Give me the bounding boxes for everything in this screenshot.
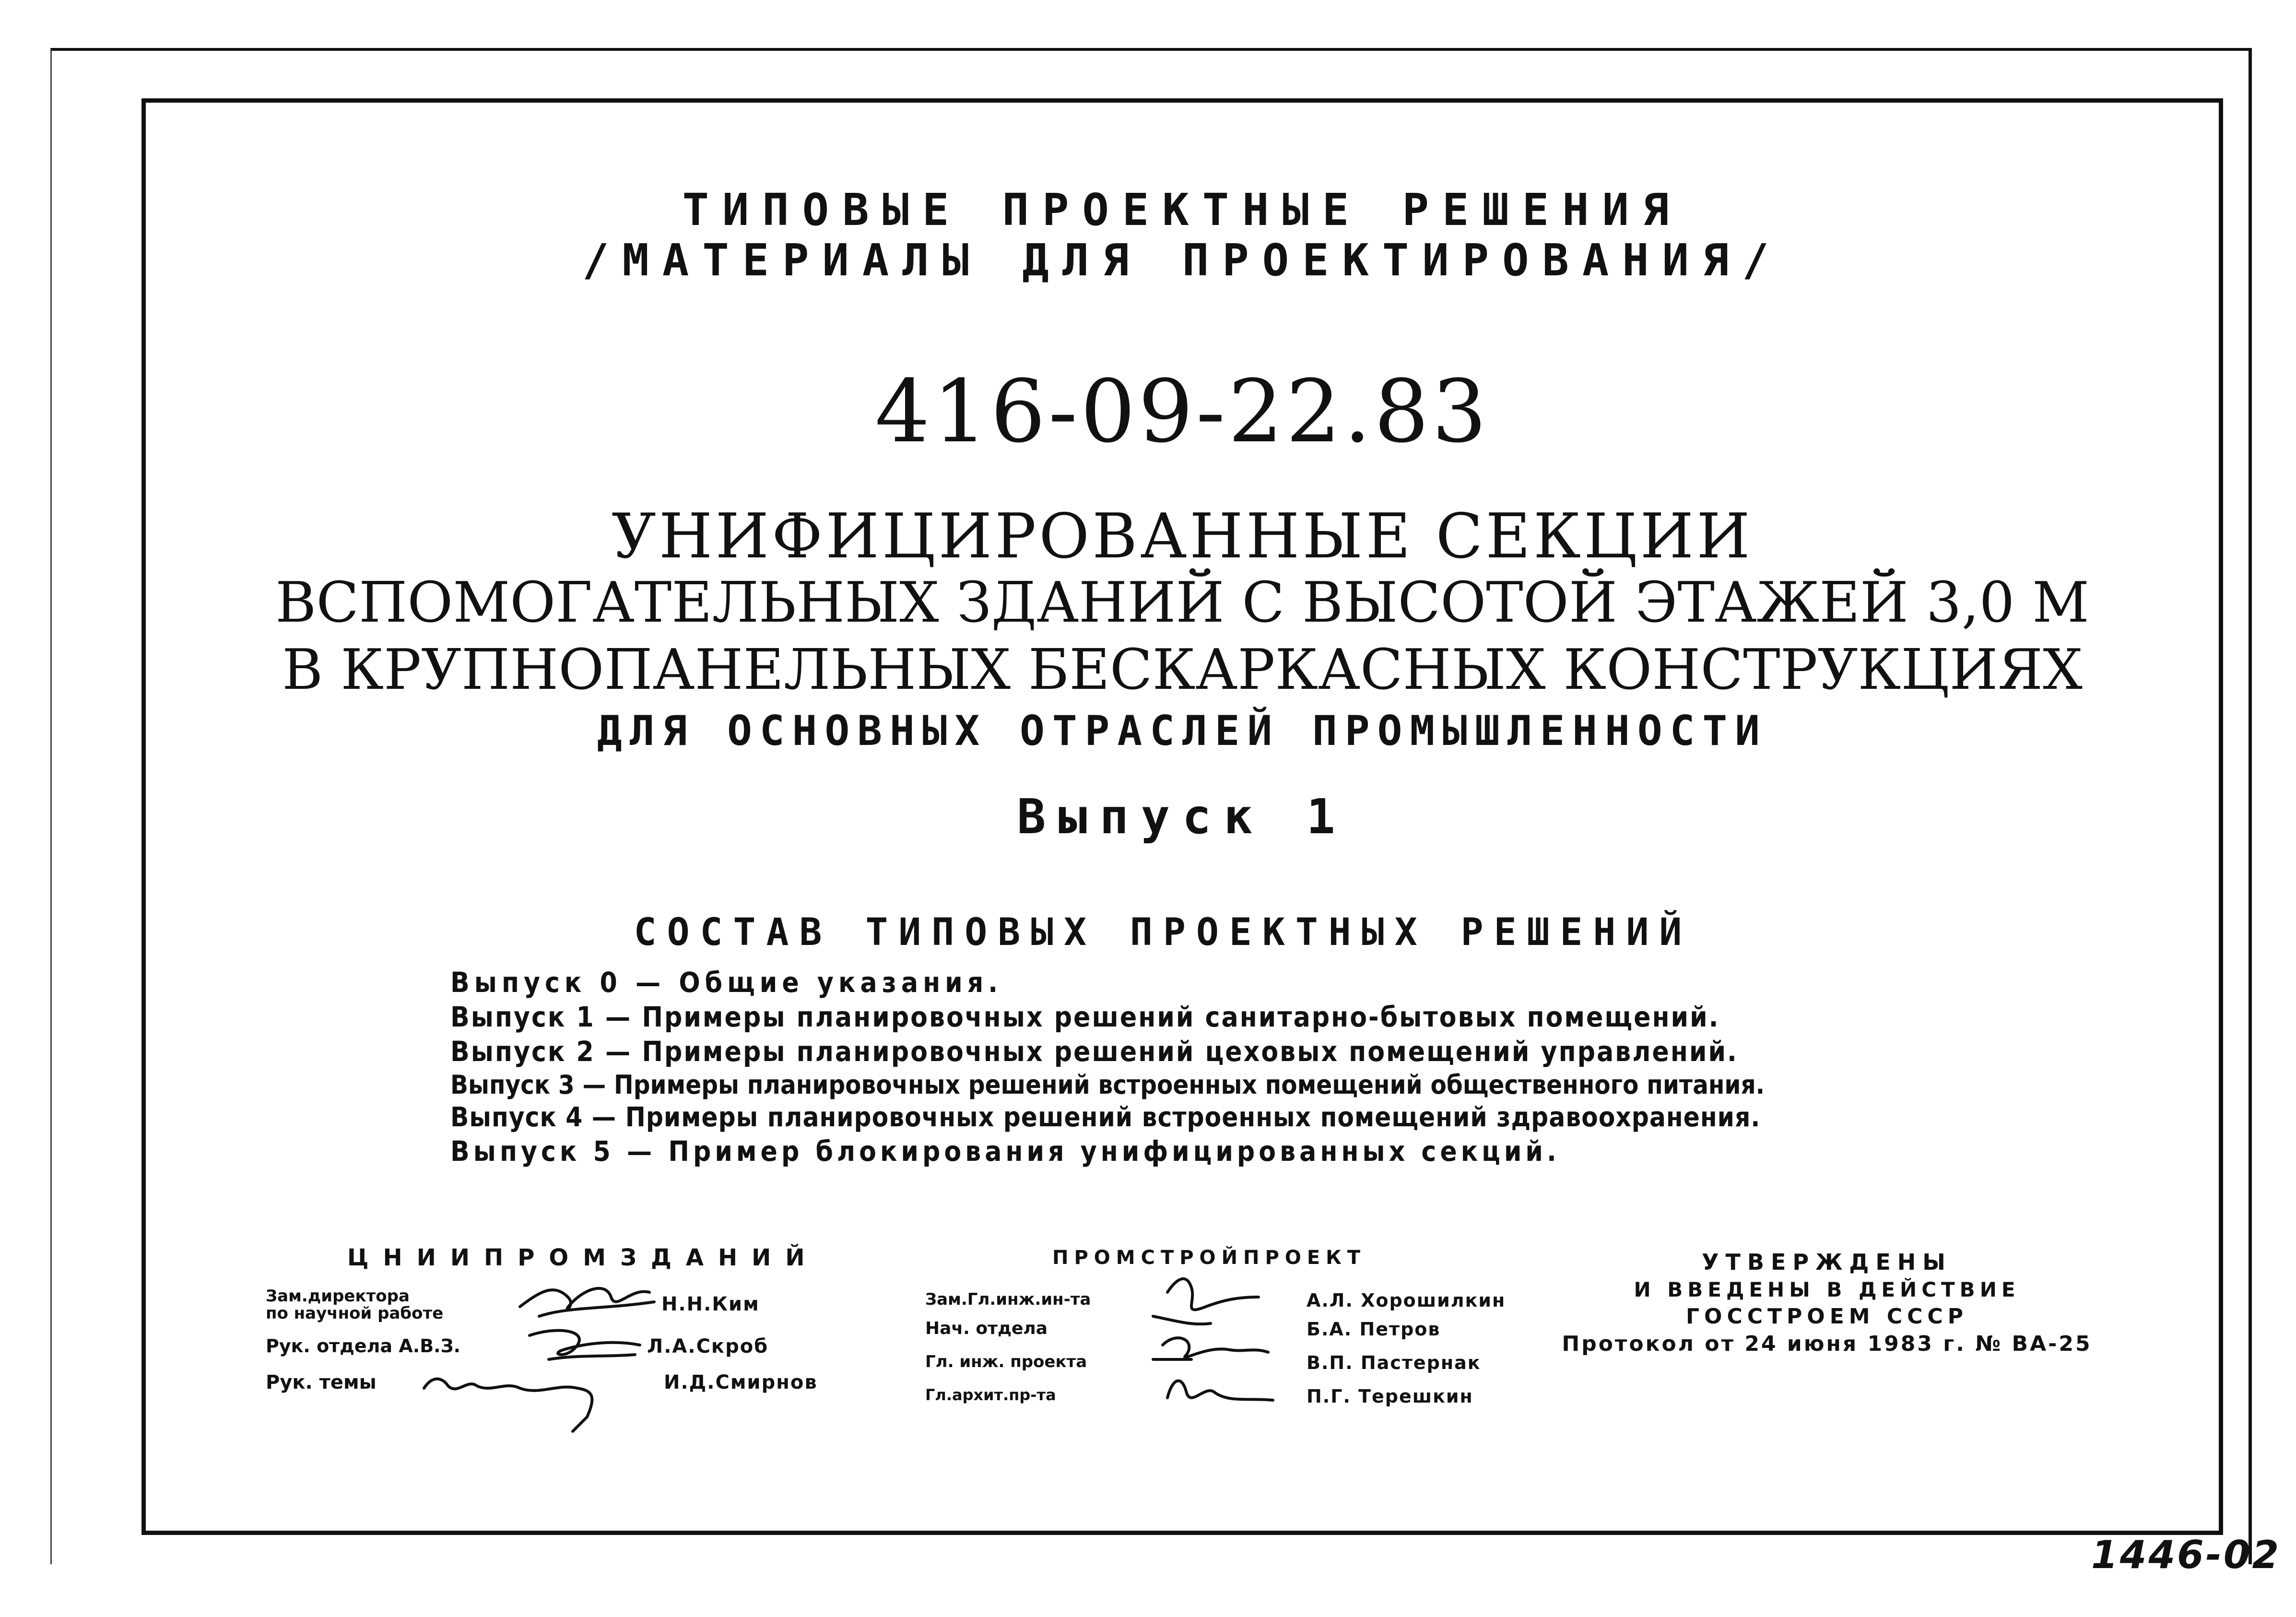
approval-line-4: Протокол от 24 июня 1983 г. № ВА-25: [1562, 1332, 2092, 1356]
approval-line-1: УТВЕРЖДЕНЫ: [1702, 1249, 1952, 1275]
middle-name-1: А.Л. Хорошилкин: [1307, 1290, 1506, 1311]
left-name-1: Н.Н.Ким: [661, 1293, 760, 1315]
header-line-1: ТИПОВЫЕ ПРОЕКТНЫЕ РЕШЕНИЯ: [682, 184, 1683, 236]
signature-smirnov: [414, 1359, 625, 1446]
title-line-1: УНИФИЦИРОВАННЫЕ СЕКЦИИ: [612, 501, 1753, 572]
header-line-2: /МАТЕРИАЛЫ ДЛЯ ПРОЕКТИРОВАНИЯ/: [582, 235, 1782, 286]
middle-role-4: Гл.архит.пр-та: [925, 1386, 1056, 1404]
left-name-3: И.Д.Смирнов: [664, 1371, 818, 1393]
list-item: Выпуск 3 — Примеры планировочных решений встроенных помещений общественного питания.: [450, 1070, 1765, 1100]
left-role-3: Рук. темы: [266, 1371, 377, 1393]
list-item: Выпуск 0 — Общие указания.: [450, 966, 1003, 999]
left-name-2: Л.А.Скроб: [647, 1335, 769, 1357]
middle-name-4: П.Г. Терешкин: [1307, 1386, 1473, 1407]
approval-line-2: И ВВЕДЕНЫ В ДЕЙСТВИЕ: [1634, 1278, 2020, 1301]
middle-role-3: Гл. инж. проекта: [925, 1352, 1087, 1371]
doc-number: 416-09-22.83: [875, 362, 1490, 462]
list-item: Выпуск 2 — Примеры планировочных решений цеховых помещений управлений.: [450, 1035, 1738, 1068]
signatures-promstroyproekt: [1134, 1263, 1307, 1427]
left-org-name: ЦНИИПРОМЗДАНИЙ: [347, 1244, 819, 1271]
middle-org-name: ПРОМСТРОЙПРОЕКТ: [1052, 1247, 1366, 1269]
approval-line-3: ГОССТРОЕМ СССР: [1686, 1304, 1968, 1329]
left-role-1: Зам.директора по научной работе: [266, 1287, 444, 1323]
list-item: Выпуск 1 — Примеры планировочных решений санитарно-бытовых помещений.: [450, 1001, 1720, 1033]
left-role-2: Рук. отдела А.В.З.: [266, 1335, 461, 1357]
title-line-3: В КРУПНОПАНЕЛЬНЫХ БЕСКАРКАСНЫХ КОНСТРУКЦИЯХ: [282, 637, 2083, 702]
contents-list: [450, 966, 1765, 1168]
middle-role-2: Нач. отдела: [925, 1319, 1048, 1338]
contents-heading: СОСТАВ ТИПОВЫХ ПРОЕКТНЫХ РЕШЕНИЙ: [634, 911, 1693, 954]
list-item: Выпуск 5 — Пример блокирования унифицированных секций.: [450, 1135, 1560, 1168]
issue-label: Выпуск 1: [1017, 789, 1348, 845]
title-line-2: ВСПОМОГАТЕЛЬНЫХ ЗДАНИЙ С ВЫСОТОЙ ЭТАЖЕЙ 3,0 М: [275, 570, 2089, 635]
approval-block: [1508, 1249, 2146, 1356]
middle-name-3: В.П. Пастернак: [1307, 1352, 1481, 1373]
list-item: Выпуск 4 — Примеры планировочных решений встроенных помещений здравоохранения.: [450, 1102, 1761, 1133]
corner-sheet-mark: 1446-02: [2091, 1533, 2281, 1577]
title-frame: [141, 98, 2223, 1535]
middle-role-1: Зам.Гл.инж.ин-та: [925, 1290, 1091, 1309]
title-line-4: ДЛЯ ОСНОВНЫХ ОТРАСЛЕЙ ПРОМЫШЛЕННОСТИ: [597, 707, 1767, 755]
middle-name-2: Б.А. Петров: [1307, 1319, 1441, 1340]
